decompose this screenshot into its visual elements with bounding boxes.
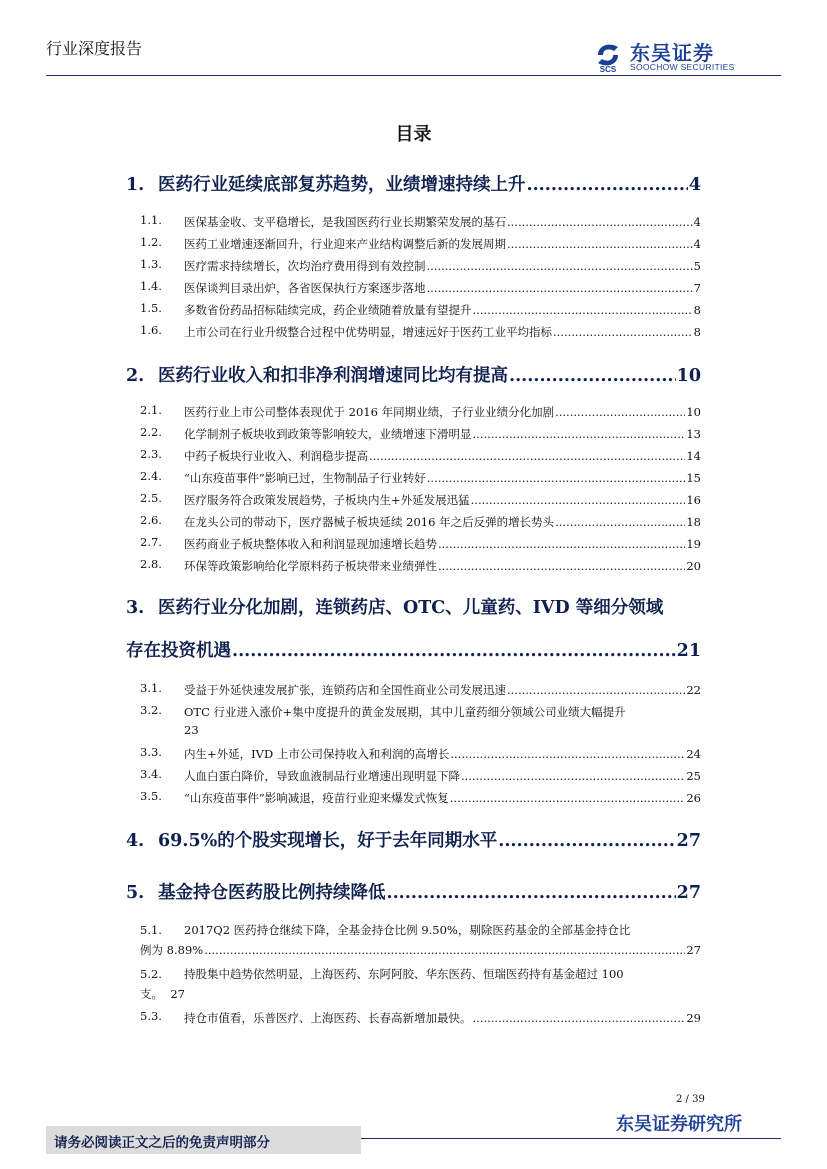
toc-item-3-3[interactable]: 3.3. 内生+外延，IVD 上市公司保持收入和利润的高增长 ..... 24 xyxy=(140,745,701,763)
section-title: 基金持仓医药股比例持续降低 xyxy=(158,883,386,903)
section-number: 2. xyxy=(126,366,145,386)
section-number: 5. xyxy=(126,883,145,903)
institute-name: 东吴证券研究所 xyxy=(616,1114,742,1135)
toc-section-2[interactable] xyxy=(126,362,701,387)
toc-item-2-7[interactable]: 2.7. 医药商业子板块整体收入和利润显现加速增长趋势 ..... 19 xyxy=(140,535,701,553)
logo-name-cn: 东吴证券 xyxy=(630,41,714,65)
toc-item-5-3[interactable]: 5.3. 持仓市值看，乐普医疗、上海医药、长春高新增加最快。 ..... 29 xyxy=(140,1009,701,1027)
toc-item-1-2[interactable]: 1.2. 医药工业增速逐渐回升，行业迎来产业结构调整后新的发展周期 ..... 4 xyxy=(140,235,701,253)
leader-dots xyxy=(527,175,688,195)
toc-item-2-1[interactable]: 2.1. 医药行业上市公司整体表现优于 2016 年同期业绩，子行业业绩分化加剧 ..... 10 xyxy=(140,403,701,421)
toc-item-1-4[interactable]: 1.4. 医保谈判目录出炉，各省医保执行方案逐步落地 ..... 7 xyxy=(140,279,701,297)
section-number: 1. xyxy=(126,175,145,195)
toc-item-3-5[interactable]: 3.5. “山东疫苗事件”影响减退，疫苗行业迎来爆发式恢复 ..... 26 xyxy=(140,789,701,807)
toc-item-3-2[interactable]: 3.2. OTC 行业进入涨价+集中度提升的黄金发展期，其中儿童药细分领域公司业绩大幅提升 23 xyxy=(140,703,626,737)
toc-item-1-6[interactable]: 1.6. 上市公司在行业升级整合过程中优势明显，增速远好于医药工业平均指标 ..... 8 xyxy=(140,323,701,341)
toc-item-1-1[interactable]: 1.1. 医保基金收、支平稳增长，是我国医药行业长期繁荣发展的基石 ..... 4 xyxy=(140,213,701,231)
toc-item-2-6[interactable]: 2.6. 在龙头公司的带动下，医疗器械子板块延续 2016 年之后反弹的增长势头 ..... 18 xyxy=(140,513,701,531)
toc-section-1[interactable] xyxy=(126,171,701,196)
section-page: 10 xyxy=(676,366,701,386)
leader-dots xyxy=(387,883,676,903)
logo-mark-icon xyxy=(590,37,626,73)
section-title: 医药行业延续底部复苏趋势，业绩增速持续上升 xyxy=(158,175,526,195)
section-page: 21 xyxy=(676,641,701,661)
toc-item-3-1[interactable]: 3.1. 受益于外延快速发展扩张，连锁药店和全国性商业公司发展迅速 ..... 22 xyxy=(140,681,701,699)
section-title-line1: 医药行业分化加剧，连锁药店、OTC、儿童药、IVD 等细分领域 xyxy=(158,598,664,618)
toc-title: 目录 xyxy=(395,124,432,145)
section-page: 4 xyxy=(688,175,701,195)
toc-item-2-8[interactable]: 2.8. 环保等政策影响给化学原料药子板块带来业绩弹性 ..... 20 xyxy=(140,557,701,575)
toc-section-3[interactable] xyxy=(126,594,701,662)
section-number: 4. xyxy=(126,831,145,851)
toc-item-5-1[interactable]: 5.1. 2017Q2 医药持仓继续下降，全基金持仓比例 9.50%，剔除医药基金的全部基金持仓比 例为 8.89% ..... 27 xyxy=(140,920,701,960)
toc-item-1-3[interactable]: 1.3. 医疗需求持续增长，次均治疗费用得到有效控制 ..... 5 xyxy=(140,257,701,275)
disclaimer-text: 请务必阅读正文之后的免责声明部分 xyxy=(54,1135,270,1151)
section-page: 27 xyxy=(676,831,701,851)
toc-section-4[interactable] xyxy=(126,827,701,852)
disclaimer-bar xyxy=(46,1126,361,1154)
section-title-line2: 存在投资机遇 xyxy=(126,641,231,661)
section-page: 27 xyxy=(676,883,701,903)
report-type-label: 行业深度报告 xyxy=(46,39,143,58)
section-number: 3. xyxy=(126,598,145,618)
header-rule xyxy=(46,75,781,76)
toc-item-2-5[interactable]: 2.5. 医疗服务符合政策发展趋势，子板块内生+外延发展迅猛 ..... 16 xyxy=(140,491,701,509)
leader-dots xyxy=(509,366,676,386)
logo-abbr: SCS xyxy=(599,65,617,73)
toc-item-5-2[interactable]: 5.2. 持股集中趋势依然明显，上海医药、东阿阿胶、华东医药、恒瑞医药持有基金超过 100 支。 27 xyxy=(140,967,624,1001)
toc-item-3-4[interactable]: 3.4. 人血白蛋白降价，导致血液制品行业增速出现明显下降 ..... 25 xyxy=(140,767,701,785)
leader-dots xyxy=(232,641,676,661)
toc-item-2-3[interactable]: 2.3. 中药子板块行业收入、利润稳步提高 ..... 14 xyxy=(140,447,701,465)
leader-dots xyxy=(498,831,675,851)
page-indicator: 2 / 39 xyxy=(676,1094,705,1105)
section-title: 医药行业收入和扣非净利润增速同比均有提高 xyxy=(158,366,508,386)
section-title: 69.5%的个股实现增长，好于去年同期水平 xyxy=(158,831,498,851)
toc-item-2-2[interactable]: 2.2. 化学制剂子板块收到政策等影响较大，业绩增速下滑明显 ..... 13 xyxy=(140,425,701,443)
logo-name-en: SOOCHOW SECURITIES xyxy=(630,62,735,72)
toc-section-5[interactable] xyxy=(126,879,701,904)
company-logo xyxy=(590,37,760,75)
footer-rule xyxy=(361,1138,781,1139)
toc-item-2-4[interactable]: 2.4. “山东疫苗事件”影响已过，生物制品子行业转好 ..... 15 xyxy=(140,469,701,487)
toc-item-1-5[interactable]: 1.5. 多数省份药品招标陆续完成，药企业绩随着放量有望提升 ..... 8 xyxy=(140,301,701,319)
